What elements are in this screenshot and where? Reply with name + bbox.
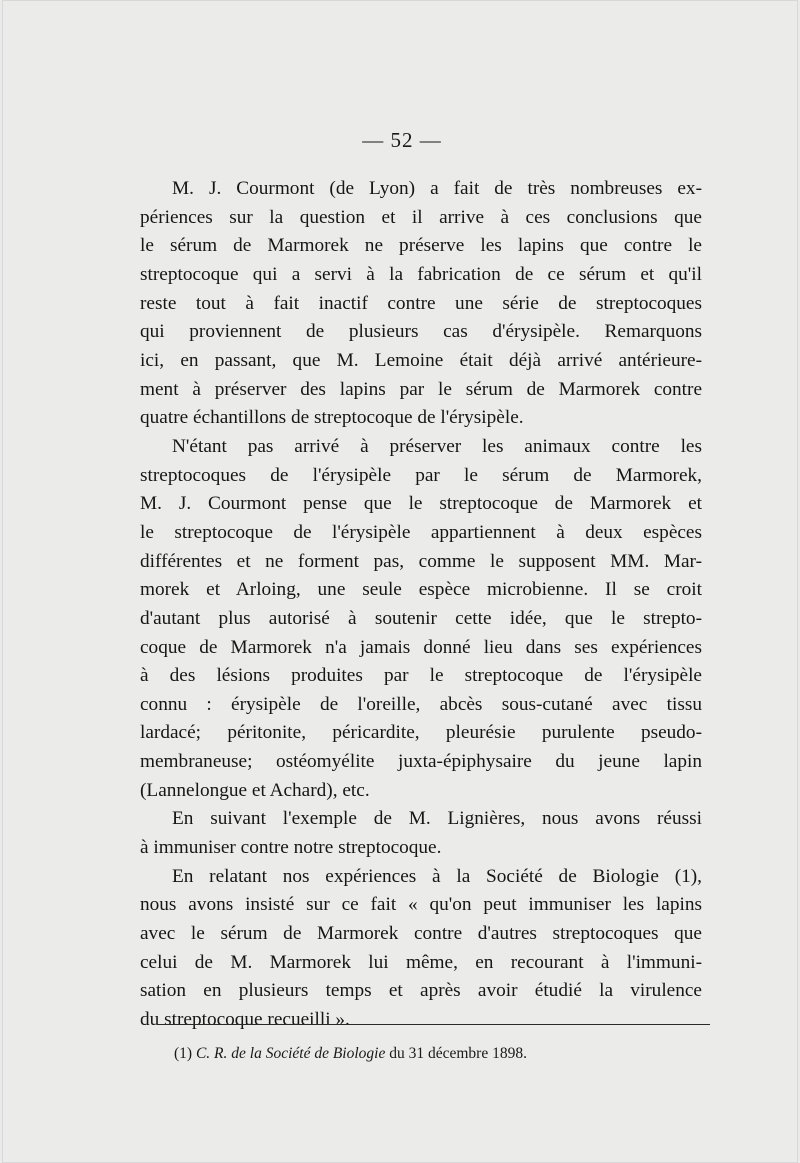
text-line: le sérum de Marmorek ne préserve les lapins que contre le [140,235,702,257]
book-page [2,0,798,1163]
text-line: du streptocoque recueilli ». [140,1009,350,1031]
text-line: En suivant l'exemple de M. Lignières, nous avons réussi [172,808,702,830]
footnote-marker: (1) [174,1045,193,1062]
text-line: avec le sérum de Marmorek contre d'autres streptocoques que [140,923,702,945]
footnote [174,1045,527,1063]
footnote-divider [157,1024,710,1025]
text-line: à immuniser contre notre streptocoque. [140,837,442,859]
text-line: morek et Arloing, une seule espèce microbienne. Il se croit [140,579,702,601]
text-line: coque de Marmorek n'a jamais donné lieu dans ses expériences [140,636,702,658]
text-line: (Lannelongue et Achard), etc. [140,779,370,801]
text-line: membraneuse; ostéomyélite juxta-épiphysaire du jeune lapin [140,751,702,773]
text-line: périences sur la question et il arrive à ces conclusions que [140,206,702,228]
text-line: différentes et ne forment pas, comme le supposent MM. Mar- [140,550,702,572]
paragraph [140,175,702,433]
text-line: lardacé; péritonite, péricardite, pleurésie purulente pseudo- [140,722,702,744]
text-line: d'autant plus autorisé à soutenir cette idée, que le strepto- [140,607,702,629]
text-line: qui proviennent de plusieurs cas d'érysipèle. Remarquons [140,321,702,343]
paragraph [140,805,702,862]
paragraph [140,863,702,1035]
text-line: En relatant nos expériences à la Société de Biologie (1), [172,865,702,887]
text-line: M. J. Courmont pense que le streptocoque de Marmorek et [140,493,702,515]
text-line: N'étant pas arrivé à préserver les animaux contre les [172,435,702,457]
text-line: streptocoque qui a servi à la fabrication de ce sérum et qu'il [140,263,702,285]
text-line: connu : érysipèle de l'oreille, abcès sous-cutané avec tissu [140,693,702,715]
text-line: nous avons insisté sur ce fait « qu'on peut immuniser les lapins [140,894,702,916]
text-line: quatre échantillons de streptocoque de l'érysipèle. [140,407,524,429]
text-line: M. J. Courmont (de Lyon) a fait de très nombreuses ex- [172,178,702,199]
text-line: ment à préserver des lapins par le sérum de Marmorek contre [140,378,702,400]
paragraph [140,433,702,806]
text-line: sation en plusieurs temps et après avoir étudié la virulence [140,980,702,1002]
text-line: ici, en passant, que M. Lemoine était déjà arrivé antérieure- [140,349,702,371]
footnote-source: C. R. de la Société de Biologie [195,1045,386,1062]
body-text [140,175,702,1035]
text-line: celui de M. Marmorek lui même, en recourant à l'immuni- [140,951,702,973]
text-line: streptocoques de l'érysipèle par le sérum de Marmorek, [140,464,702,486]
footnote-date: du 31 décembre 1898. [389,1045,527,1062]
text-line: le streptocoque de l'érysipèle appartiennent à deux espèces [140,521,702,543]
text-line: à des lésions produites par le streptocoque de l'érysipèle [140,665,702,687]
text-line: reste tout à fait inactif contre une série de streptocoques [140,292,702,314]
page-number: — 52 — [362,128,442,152]
